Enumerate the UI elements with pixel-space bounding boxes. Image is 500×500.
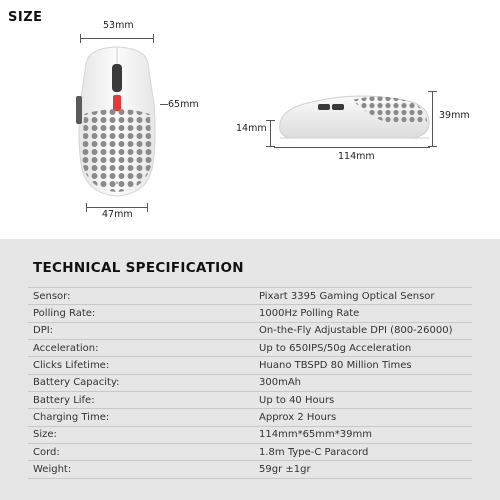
dimension-label-side-length: 114mm xyxy=(338,151,375,162)
dimension-label-side-front-height: 14mm xyxy=(236,123,267,134)
spec-row-cord xyxy=(28,444,472,461)
spec-value: Approx 2 Hours xyxy=(259,412,337,424)
spec-label: Battery Capacity: xyxy=(33,377,120,389)
dimension-tick xyxy=(147,203,148,212)
spec-row-sensor xyxy=(28,288,472,305)
dimension-tick xyxy=(80,34,81,43)
dimension-line-side-front-height xyxy=(270,120,271,147)
spec-value: 300mAh xyxy=(259,377,302,389)
spec-value: 114mm*65mm*39mm xyxy=(259,429,372,441)
dimension-line-top-width xyxy=(80,38,154,39)
spec-value: Up to 40 Hours xyxy=(259,394,335,406)
specification-heading: TECHNICAL SPECIFICATION xyxy=(33,260,244,276)
dimension-line-side-height xyxy=(432,91,433,147)
dimension-tick xyxy=(153,34,154,43)
spec-label: Polling Rate: xyxy=(33,308,96,320)
mouse-top-view-image xyxy=(72,44,162,204)
spec-label: Charging Time: xyxy=(33,412,110,424)
spec-label: Cord: xyxy=(33,446,60,458)
spec-label: Size: xyxy=(33,429,57,441)
spec-row-battery-capacity xyxy=(28,375,472,392)
svg-text:≋: ≋ xyxy=(115,180,119,185)
dimension-line-bottom-width xyxy=(86,207,148,208)
spec-row-charging-time xyxy=(28,409,472,426)
spec-value: Huano TBSPD 80 Million Times xyxy=(259,360,412,372)
spec-row-size xyxy=(28,427,472,444)
dimension-tick xyxy=(266,120,275,121)
spec-row-clicks-lifetime xyxy=(28,357,472,374)
spec-value: 1000Hz Polling Rate xyxy=(259,308,360,320)
dimension-label-top-width: 53mm xyxy=(103,20,134,31)
dimension-line-side-length xyxy=(274,147,430,148)
spec-row-weight xyxy=(28,461,472,478)
spec-label: Clicks Lifetime: xyxy=(33,360,110,372)
spec-value: On-the-Fly Adjustable DPI (800-26000) xyxy=(259,325,453,337)
spec-label: Battery Life: xyxy=(33,394,95,406)
spec-value: Pixart 3395 Gaming Optical Sensor xyxy=(259,290,435,302)
dimension-tick xyxy=(86,203,87,212)
dimension-label-side-height: 39mm xyxy=(439,110,470,121)
specification-table xyxy=(28,287,472,479)
spec-row-acceleration xyxy=(28,340,472,357)
size-heading: SIZE xyxy=(8,10,43,25)
spec-label: Weight: xyxy=(33,464,72,476)
spec-value: 59gr ±1gr xyxy=(259,464,311,476)
spec-row-dpi xyxy=(28,323,472,340)
spec-label: Sensor: xyxy=(33,290,71,302)
spec-label: Acceleration: xyxy=(33,342,99,354)
spec-value: Up to 650IPS/50g Acceleration xyxy=(259,342,412,354)
spec-row-polling-rate xyxy=(28,305,472,322)
dimension-label-bottom-width: 47mm xyxy=(102,209,133,220)
spec-row-battery-life xyxy=(28,392,472,409)
dimension-tick xyxy=(428,91,437,92)
dimension-label-front-length: 65mm xyxy=(168,99,199,110)
spec-value: 1.8m Type-C Paracord xyxy=(259,446,369,458)
dimension-line-front-length xyxy=(160,104,168,105)
mouse-side-view-image xyxy=(272,88,432,148)
spec-label: DPI: xyxy=(33,325,54,337)
